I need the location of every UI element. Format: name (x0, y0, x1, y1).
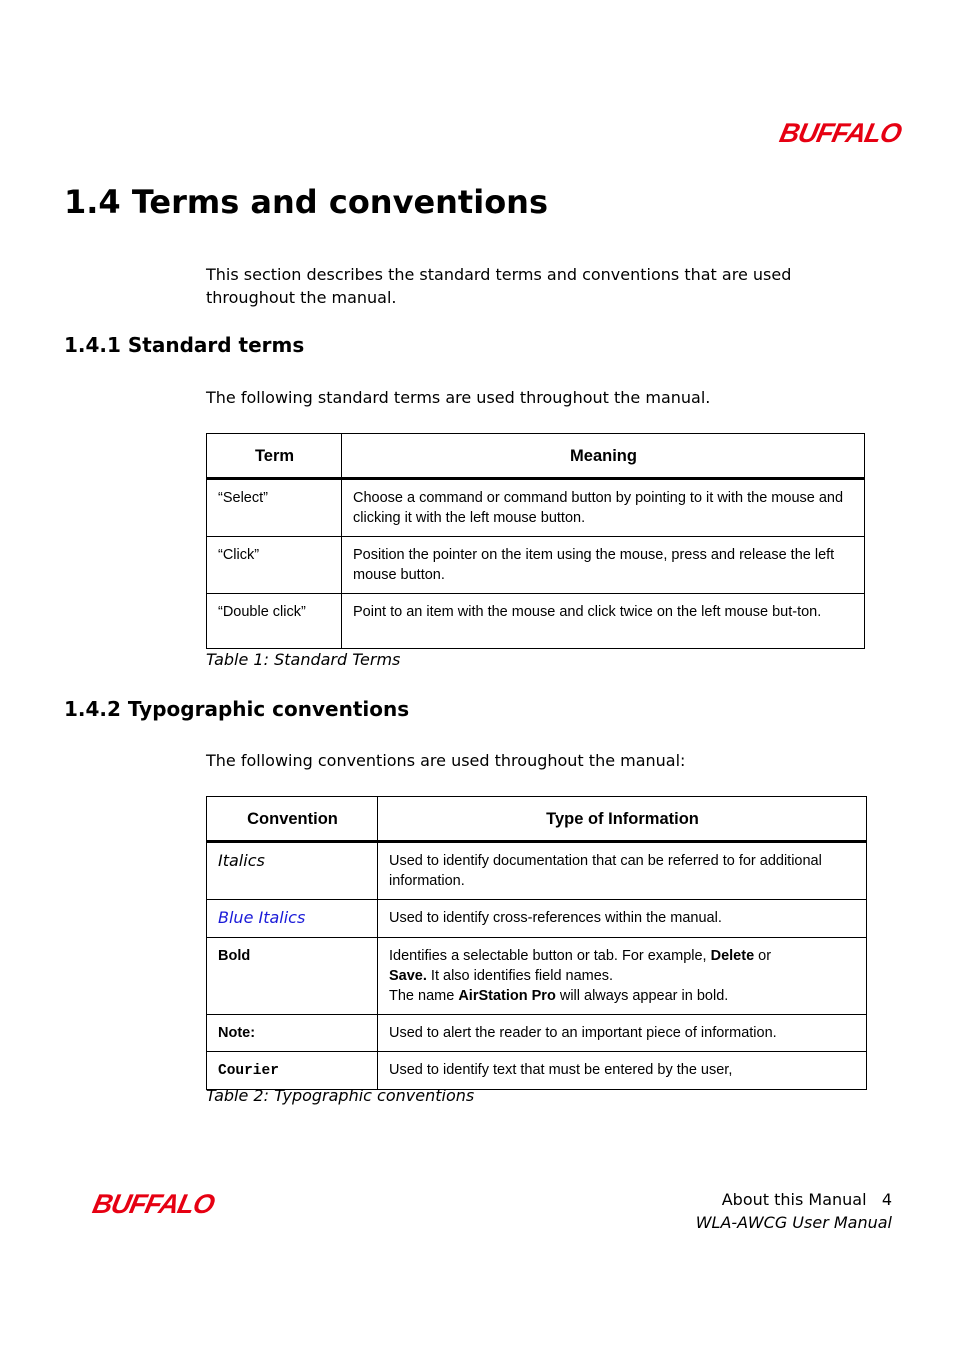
convention-cell (207, 938, 378, 1015)
meaning-cell: Position the pointer on the item using the mouse, press and release the left mouse button. (342, 537, 865, 594)
courier-sample: Courier (218, 1063, 279, 1079)
term-cell: “Double click” (207, 594, 342, 649)
column-header-convention: Convention (207, 797, 378, 842)
meaning-cell: Point to an item with the mouse and click twice on the left mouse but-ton. (342, 594, 865, 649)
term-cell: “Click” (207, 537, 342, 594)
page-title: 1.4 Terms and conventions (64, 183, 548, 221)
table-row (207, 537, 865, 594)
typographic-intro: The following conventions are used throughout the manual: (206, 751, 686, 770)
table-row (207, 594, 865, 649)
column-header-meaning: Meaning (342, 434, 865, 479)
intro-paragraph: This section describes the standard terms and conventions that are used throughout the manual. (206, 265, 792, 307)
convention-cell (207, 1015, 378, 1052)
table-row (207, 1015, 867, 1052)
table-row (207, 900, 867, 938)
info-cell (378, 938, 867, 1015)
typographic-table (206, 796, 867, 1090)
standard-terms-heading: 1.4.1 Standard terms (64, 333, 305, 357)
info-cell: Used to alert the reader to an important piece of information. (378, 1015, 867, 1052)
column-header-term: Term (207, 434, 342, 479)
info-text: The name (389, 988, 459, 1004)
typographic-heading: 1.4.2 Typographic conventions (64, 697, 410, 721)
info-cell: Used to identify cross-references within the manual. (378, 900, 867, 938)
table-row (207, 938, 867, 1015)
page-footer (696, 1188, 892, 1234)
column-header-type: Type of Information (378, 797, 867, 842)
standard-terms-table (206, 433, 865, 649)
buffalo-logo: BUFFALO (776, 118, 904, 148)
info-text: Identifies a selectable button or tab. For example, (389, 948, 711, 964)
info-bold-airstation: AirStation Pro (458, 988, 556, 1004)
info-text: It also identifies field names. (426, 968, 614, 984)
convention-cell (207, 1052, 378, 1090)
table-header-row (207, 797, 867, 842)
table-header-row (207, 434, 865, 479)
table-row (207, 1052, 867, 1090)
table-2-caption: Table 2: Typographic conventions (206, 1086, 475, 1105)
info-text: will always appear in bold. (555, 988, 729, 1004)
table-row (207, 479, 865, 537)
table-row (207, 842, 867, 900)
buffalo-logo-footer: BUFFALO (89, 1189, 217, 1219)
convention-cell (207, 842, 378, 900)
info-bold-save: Save. (389, 968, 427, 984)
page-number: 4 (881, 1190, 892, 1209)
info-text: or (754, 948, 772, 964)
term-cell: “Select” (207, 479, 342, 537)
note-sample: Note: (218, 1025, 256, 1041)
standard-terms-intro: The following standard terms are used throughout the manual. (206, 388, 711, 407)
blue-italics-sample: Blue Italics (218, 908, 306, 927)
meaning-cell: Choose a command or command button by pointing to it with the mouse and clicking it with the left mouse button. (342, 479, 865, 537)
convention-cell (207, 900, 378, 938)
italics-sample: Italics (218, 851, 265, 870)
info-cell: Used to identify documentation that can be referred to for additional information. (378, 842, 867, 900)
table-1-caption: Table 1: Standard Terms (206, 650, 401, 669)
footer-manual-title: WLA-AWCG User Manual (695, 1213, 892, 1232)
info-bold-delete: Delete (710, 948, 755, 964)
footer-section-line (696, 1188, 892, 1211)
bold-sample: Bold (218, 948, 251, 964)
info-cell: Used to identify text that must be entered by the user, (378, 1052, 867, 1090)
footer-section: About this Manual (721, 1190, 867, 1209)
